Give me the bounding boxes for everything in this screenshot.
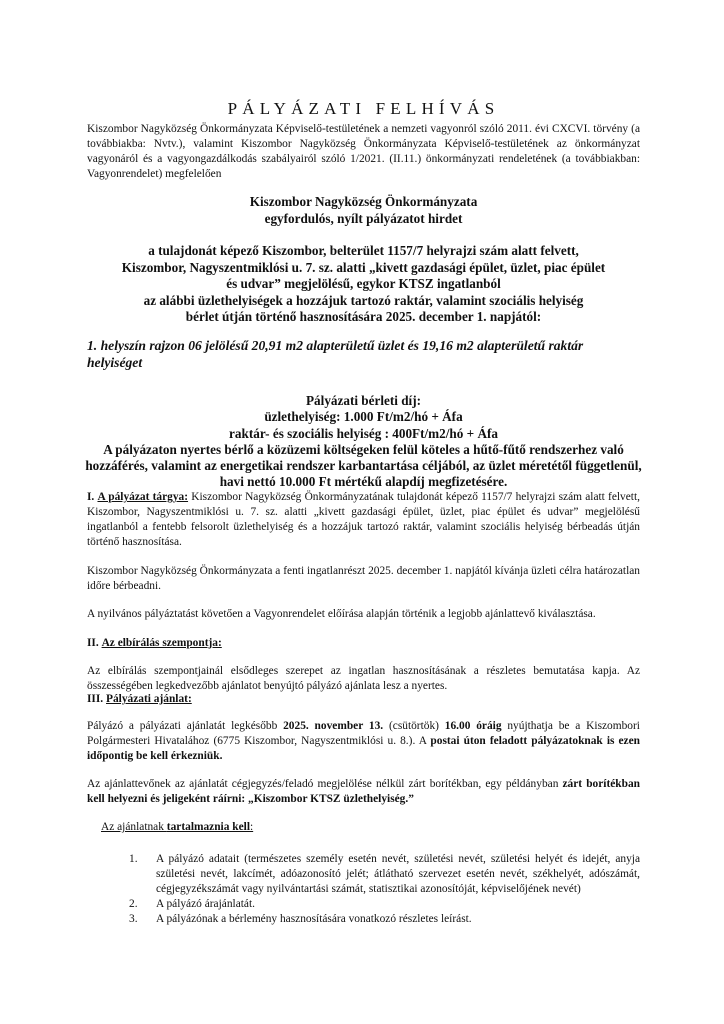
- section-2-text: Az elbírálás szempontjainál elsődleges szerepet az ingatlan hasznosításának a részletes bemutatása kapja. Az összességében legkedvezőbb ajánlatot benyújtó pályázó ajánlata lesz a nyertes.: [87, 665, 640, 692]
- section-1-lease-start: Kiszombor Nagyközség Önkormányzata a fenti ingatlanrészt 2025. december 1. napjától kívánja üzleti célra határozatlan időre bérbeadni.: [87, 565, 640, 592]
- section-2-title: [87, 636, 640, 651]
- submission-deadline-paragraph: [87, 719, 640, 764]
- list-number: 1.: [129, 853, 138, 865]
- required-contents-list: [87, 852, 640, 927]
- list-text: A pályázónak a bérlemény hasznosítására vonatkozó részletes leírást.: [156, 913, 472, 925]
- subject-line: a tulajdonát képező Kiszombor, belterület 1157/7 helyrajzi szám alatt felvett,: [148, 243, 579, 258]
- subject-line: és udvar” megjelölésű, egykor KTSZ ingatlanból: [226, 276, 501, 291]
- section-2-number: II.: [87, 637, 99, 649]
- fee-shop: üzlethelyiség: 1.000 Ft/m2/hó + Áfa: [264, 409, 463, 425]
- document-title: PÁLYÁZATI FELHÍVÁS: [227, 99, 500, 119]
- announcer-block: [87, 194, 640, 227]
- text-run: (csütörtök): [383, 720, 445, 732]
- text-run: tartalmaznia kell: [166, 821, 250, 833]
- subject-line: Kiszombor, Nagyszentmiklósi u. 7. sz. alatti „kivett gazdasági épület, üzlet, piac épület: [121, 259, 606, 275]
- text-run: Pályázó a pályázati ajánlatát legkésőbb: [87, 720, 284, 732]
- base-fee-note: A pályázaton nyertes bérlő a közüzemi költségeken felül köteles a hűtő-fűtő rendszerhez való hozzáférés, valamint az energetikai rendszer karbantartása céljából, az üzlet méretétől függetlenül, havi nettó 10.000 Ft mértékű alapdíj megfizetésére.: [85, 441, 642, 490]
- section-3-title: [87, 692, 640, 707]
- announcer-line-1: Kiszombor Nagyközség Önkormányzata: [249, 194, 478, 209]
- subject-block: [47, 243, 680, 326]
- section-2-heading: Az elbírálás szempontja:: [101, 637, 222, 649]
- fee-block: [47, 393, 680, 491]
- fee-storage: raktár- és szociális helyiség : 400Ft/m2/hó + Áfa: [229, 425, 498, 441]
- text-run: nyújthatja be a Kiszombori Polgármesteri Hivatalához (6775 Kiszombor, Nagyszentmiklósi u. 8.). A: [87, 720, 640, 747]
- list-text: A pályázó árajánlatát.: [156, 898, 255, 910]
- list-item: [87, 852, 640, 897]
- list-item: [87, 912, 640, 927]
- deadline-time: 16.00 óráig: [444, 720, 502, 732]
- envelope-paragraph: [87, 777, 640, 807]
- intro-paragraph: Kiszombor Nagyközség Önkormányzata Képviselő-testületének a nemzeti vagyonról szóló 2011. évi CXCVI. törvény (a továbbiakba: Nvtv.), valamint Kiszombor Nagyközség Önkormányzata Képviselő-testületének az önkormányzat vagyonáról és a vagyongazdálkodás szabályairól szóló 1/2021. (II.11.) önkormányzati rendeletének (a továbbiakban: Vagyonrendelet) megfelelően: [87, 123, 640, 180]
- fee-heading: Pályázati bérleti díj:: [306, 393, 421, 408]
- subject-line: bérlet útján történő hasznosítására 2025. december 1. napjától:: [185, 309, 542, 324]
- subject-line: az alábbi üzlethelyiségek a hozzájuk tartozó raktár, valamint szociális helyiség: [143, 292, 584, 308]
- envelope-password-note: zárt borítékban kell helyezni és jeligeként ráírni: „Kiszombor KTSZ üzlethelyiség.”: [87, 778, 640, 805]
- announcer-line-2: egyfordulós, nyílt pályázatot hirdet: [264, 210, 463, 226]
- section-1-selection: A nyilvános pályáztatást követően a Vagyonrendelet előírása alapján történik a legjobb ajánlattevő kiválasztása.: [87, 608, 596, 620]
- section-3-heading: Pályázati ajánlat:: [106, 693, 192, 705]
- section-3-number: III.: [87, 693, 104, 705]
- contents-label: [101, 820, 501, 835]
- section-1-number: I.: [87, 491, 95, 503]
- section-1-paragraph: [87, 490, 640, 550]
- list-item: [87, 897, 640, 912]
- location-heading: 1. helyszín rajzon 06 jelölésű 20,91 m2 alapterületű üzlet és 19,16 m2 alapterületű raktár helyiséget: [87, 338, 584, 370]
- text-run: :: [249, 821, 254, 833]
- list-number: 2.: [129, 898, 138, 910]
- text-run: Az ajánlatnak: [101, 821, 167, 833]
- postal-note: postai úton feladott pályázatoknak is ezen időpontig be kell érkezniük.: [87, 735, 641, 762]
- section-1-text: Kiszombor Nagyközség Önkormányzatának tulajdonát képező 1157/7 helyrajzi szám alatt felvett, Kiszombor, Nagyszentmiklósi u. 7. sz. alatti „kivett gazdasági épület, üzlet, piac épület és udvar” megjelölésű ingatlanból a fentebb felsorolt üzlethelyiség és a hozzájuk tartozó raktár, valamint szociális helyiség bérbeadás útján történő hasznosítása.: [87, 491, 640, 548]
- deadline-date: 2025. november 13.: [283, 720, 384, 732]
- section-1-heading: A pályázat tárgya:: [97, 491, 189, 503]
- list-number: 3.: [129, 913, 138, 925]
- text-run: Az ajánlattevőnek az ajánlatát cégjegyzés/feladó megjelölése nélkül zárt borítékban, egy példányban: [87, 778, 563, 790]
- list-text: A pályázó adatait (természetes személy esetén nevét, születési nevét, születési helyét és idejét, anyja születési nevét, lakcímét, adóazonosító jelét; átlátható szervezet esetén nevét, székhelyét, adószámát, cégjegyzékszámát vagy nyilvántartási számát, statisztikai azonosítóját, képviselőjének nevét): [156, 853, 640, 895]
